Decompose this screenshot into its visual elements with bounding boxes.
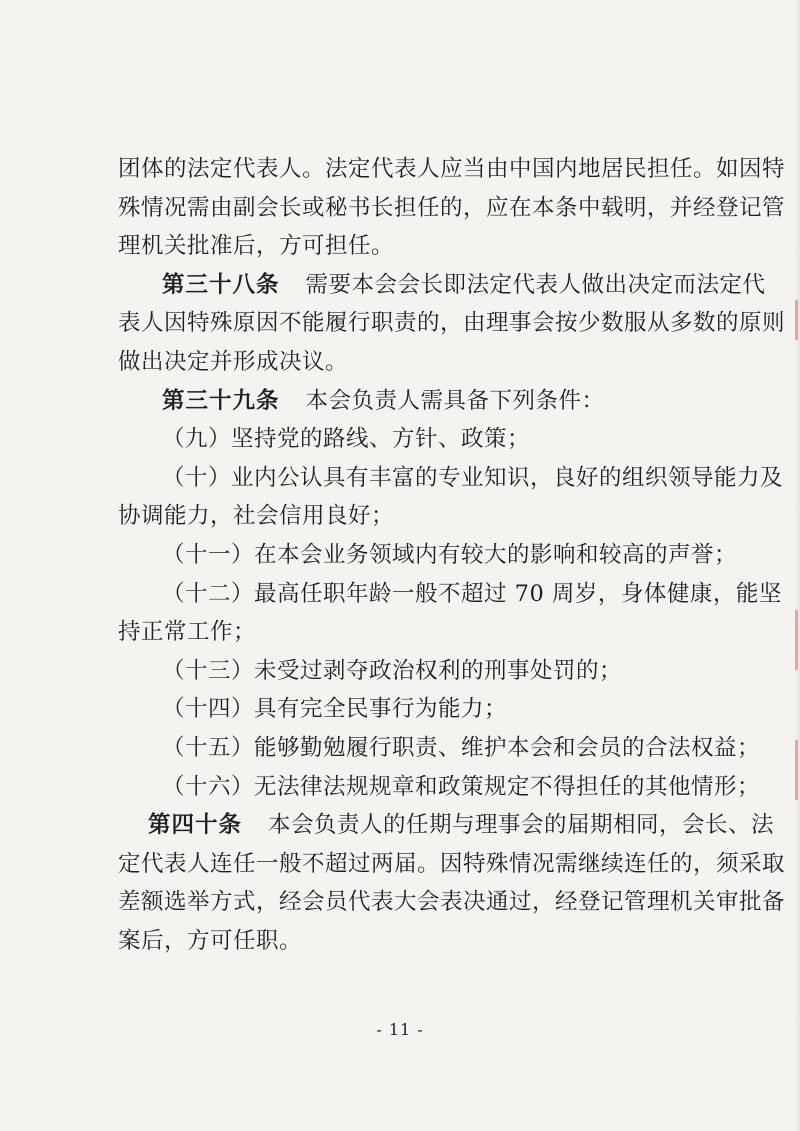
stamp-bleed-mark [795, 610, 798, 670]
line-text: 本会负责人需具备下列条件： [305, 387, 605, 414]
article-heading: 第三十八条 [162, 271, 280, 298]
text-line [118, 150, 786, 189]
article-38-line [118, 266, 766, 305]
line-text: （十三）未受过剥夺政治权利的刑事处罚的； [162, 657, 623, 684]
list-item [118, 575, 782, 614]
text-line [118, 497, 738, 536]
line-text: 差额选举方式，经会员代表大会表决通过，经登记管理机关审批备 [118, 889, 786, 916]
list-item [118, 536, 738, 575]
text-line [118, 343, 738, 382]
scan-edge-shadow [794, 0, 800, 1131]
text-line [118, 613, 738, 652]
line-text: 需要本会会长即法定代表人做出决定而法定代 [305, 271, 766, 298]
text-line [118, 845, 786, 884]
text-line [118, 227, 738, 266]
stamp-bleed-mark [795, 300, 798, 340]
line-text: （十）业内公认具有丰富的专业知识，良好的组织领导能力及 [162, 464, 784, 491]
stamp-bleed-mark [795, 740, 798, 800]
line-text: 协调能力，社会信用良好； [118, 503, 395, 530]
page-number: - 11 - [376, 1020, 424, 1039]
line-text: （九）坚持党的路线、方针、政策； [162, 426, 531, 453]
line-text: 殊情况需由副会长或秘书长担任的，应在本条中载明，并经登记管 [118, 194, 786, 221]
text-line [118, 304, 786, 343]
line-text: （十四）具有完全民事行为能力； [162, 696, 508, 723]
text-line [118, 922, 738, 961]
list-item [118, 420, 738, 459]
article-heading: 第四十条 [148, 812, 243, 839]
line-text: （十二）最高任职年龄一般不超过 70 周岁，身体健康，能坚 [162, 580, 782, 607]
line-text: （十五）能够勤勉履行职责、维护本会和会员的合法权益； [162, 734, 761, 761]
line-text: 持正常工作； [118, 619, 257, 646]
list-item [118, 768, 761, 807]
line-text: 定代表人连任一般不超过两届。因特殊情况需继续连任的，须采取 [118, 850, 786, 877]
line-text: （十六）无法律法规规章和政策规定不得担任的其他情形； [162, 773, 761, 800]
line-text: 理机关批准后，方可担任。 [118, 233, 395, 260]
text-line [118, 189, 786, 228]
document-body [118, 150, 786, 960]
article-39-line [118, 382, 738, 421]
line-text: 案后，方可任职。 [118, 927, 303, 954]
article-40-line [118, 806, 775, 845]
line-text: 本会负责人的任期与理事会的届期相同，会长、法 [268, 812, 775, 839]
line-text: 做出决定并形成决议。 [118, 348, 349, 375]
text-line [118, 883, 786, 922]
list-item [118, 690, 738, 729]
list-item [118, 459, 784, 498]
list-item [118, 652, 738, 691]
list-item [118, 729, 761, 768]
line-text: 表人因特殊原因不能履行职责的，由理事会按少数服从多数的原则 [118, 310, 786, 337]
article-heading: 第三十九条 [162, 387, 280, 414]
line-text: （十一）在本会业务领域内有较大的影响和较高的声誉； [162, 541, 738, 568]
line-text: 团体的法定代表人。法定代表人应当由中国内地居民担任。如因特 [118, 156, 786, 182]
